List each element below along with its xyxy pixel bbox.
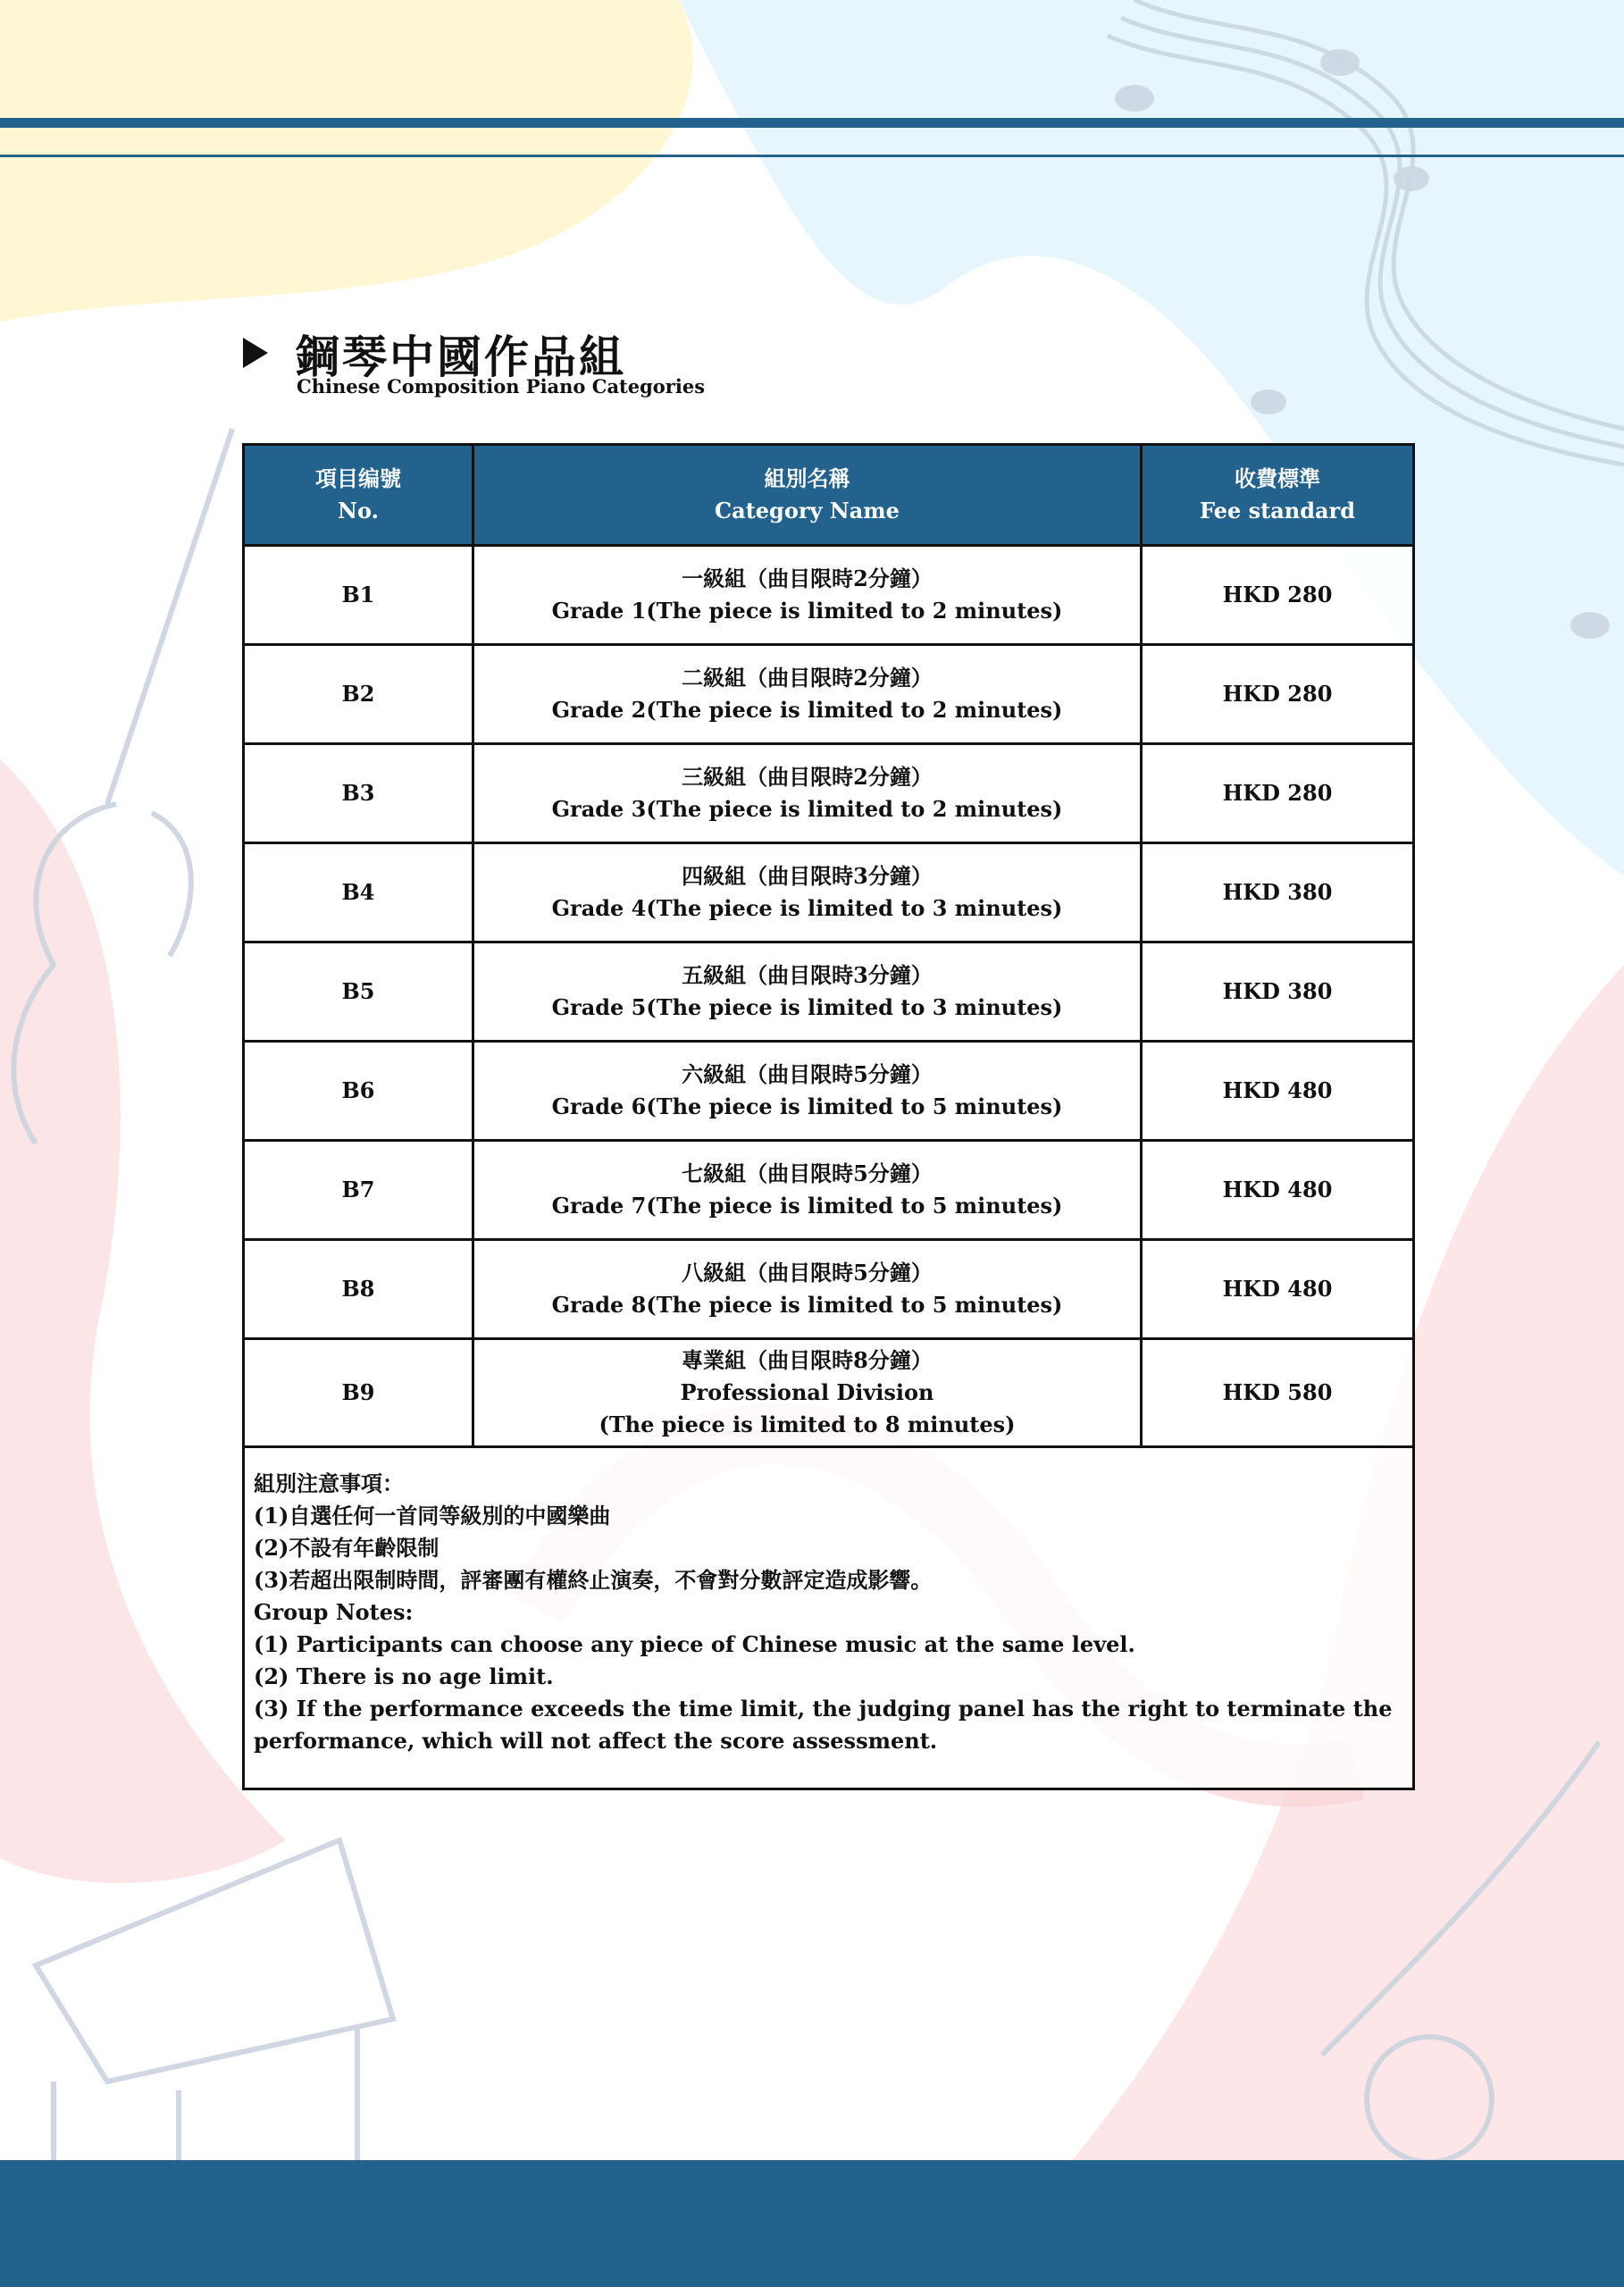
row-category-zh: 八級組（曲目限時5分鐘） — [682, 1260, 933, 1286]
group-notes — [244, 1447, 1414, 1789]
row-no: B9 — [244, 1339, 473, 1447]
note-line: (1) Participants can choose any piece of Chinese music at the same level. — [254, 1631, 1135, 1657]
top-thin-rule — [0, 155, 1624, 157]
row-category-en: Grade 2(The piece is limited to 2 minutes) — [551, 697, 1063, 723]
row-category-en-detail: (The piece is limited to 8 minutes) — [599, 1412, 1016, 1437]
row-category-zh: 專業組（曲目限時8分鐘） — [682, 1347, 933, 1373]
triangle-bullet-icon — [243, 338, 268, 368]
row-category-zh: 七級組（曲目限時5分鐘） — [682, 1160, 933, 1186]
row-category-zh: 一級組（曲目限時2分鐘） — [682, 565, 933, 591]
header-fee — [1142, 445, 1414, 546]
category-fee-table — [242, 443, 1415, 1790]
row-category-en: Grade 5(The piece is limited to 3 minutes) — [551, 994, 1063, 1020]
section-subtitle: Chinese Composition Piano Categories — [297, 375, 706, 398]
table-row — [244, 546, 1414, 645]
row-category — [473, 1141, 1142, 1240]
row-category-zh: 五級組（曲目限時3分鐘） — [682, 962, 933, 988]
row-fee: HKD 480 — [1142, 1240, 1414, 1339]
note-line: (2) There is no age limit. — [254, 1663, 554, 1689]
yellow-wave-decoration — [0, 0, 693, 322]
section-title: 鋼琴中國作品組 — [295, 331, 626, 383]
note-line: (1)自選任何一首同等級別的中國樂曲 — [254, 1503, 611, 1529]
row-fee: HKD 480 — [1142, 1042, 1414, 1141]
table-row — [244, 645, 1414, 744]
row-no: B4 — [244, 843, 473, 942]
row-no: B5 — [244, 942, 473, 1042]
row-category-zh: 四級組（曲目限時3分鐘） — [682, 863, 933, 889]
header-no-zh: 項目编號 — [315, 465, 401, 491]
header-fee-en: Fee standard — [1200, 498, 1355, 524]
row-fee: HKD 280 — [1142, 546, 1414, 645]
table-row — [244, 1339, 1414, 1447]
row-no: B2 — [244, 645, 473, 744]
row-category-zh: 二級組（曲目限時2分鐘） — [682, 665, 933, 691]
row-category — [473, 1339, 1142, 1447]
row-no: B1 — [244, 546, 473, 645]
table-row — [244, 744, 1414, 843]
piano-sketch-decoration — [36, 1840, 393, 2160]
table-header-row — [244, 445, 1414, 546]
bottom-band — [0, 2160, 1624, 2287]
note-line: (3)若超出限制時間，評審團有權終止演奏，不會對分數評定造成影響。 — [254, 1567, 933, 1593]
table-row — [244, 843, 1414, 942]
row-category-zh: 三級組（曲目限時2分鐘） — [682, 764, 933, 790]
row-category-en: Grade 3(The piece is limited to 2 minutes) — [551, 796, 1063, 822]
row-category-en: Grade 7(The piece is limited to 5 minutes) — [551, 1193, 1063, 1219]
header-category — [473, 445, 1142, 546]
notes-heading-en: Group Notes: — [254, 1599, 414, 1625]
header-no-en: No. — [338, 498, 379, 524]
row-category-en: Grade 1(The piece is limited to 2 minutes) — [551, 598, 1063, 624]
row-category — [473, 546, 1142, 645]
row-no: B6 — [244, 1042, 473, 1141]
row-category-en: Grade 8(The piece is limited to 5 minutes) — [551, 1292, 1063, 1318]
row-fee: HKD 480 — [1142, 1141, 1414, 1240]
table-row — [244, 1240, 1414, 1339]
row-category — [473, 843, 1142, 942]
row-category-en: Professional Division — [680, 1379, 934, 1405]
row-category-zh: 六級組（曲目限時5分鐘） — [682, 1061, 933, 1087]
note-line: (2)不設有年齡限制 — [254, 1535, 439, 1561]
header-no — [244, 445, 473, 546]
notes-heading-zh: 組別注意事項： — [254, 1470, 404, 1496]
notes-row — [244, 1447, 1414, 1789]
row-category — [473, 645, 1142, 744]
row-no: B8 — [244, 1240, 473, 1339]
row-fee: HKD 580 — [1142, 1339, 1414, 1447]
header-fee-zh: 收費標準 — [1235, 465, 1320, 491]
row-category — [473, 942, 1142, 1042]
table-row — [244, 942, 1414, 1042]
row-category — [473, 1042, 1142, 1141]
row-category — [473, 744, 1142, 843]
note-line: (3) If the performance exceeds the time limit, the judging panel has the right to terminate the performance, which will not affect the score assessment. — [254, 1696, 1393, 1754]
row-fee: HKD 280 — [1142, 744, 1414, 843]
header-category-en: Category Name — [715, 498, 900, 524]
row-fee: HKD 280 — [1142, 645, 1414, 744]
row-no: B7 — [244, 1141, 473, 1240]
table-row — [244, 1042, 1414, 1141]
row-fee: HKD 380 — [1142, 843, 1414, 942]
row-category — [473, 1240, 1142, 1339]
row-fee: HKD 380 — [1142, 942, 1414, 1042]
row-category-en: Grade 4(The piece is limited to 3 minutes) — [551, 895, 1063, 921]
top-thick-rule — [0, 118, 1624, 128]
row-category-en: Grade 6(The piece is limited to 5 minutes) — [551, 1093, 1063, 1119]
table-row — [244, 1141, 1414, 1240]
row-no: B3 — [244, 744, 473, 843]
header-category-zh: 組別名稱 — [764, 465, 850, 491]
